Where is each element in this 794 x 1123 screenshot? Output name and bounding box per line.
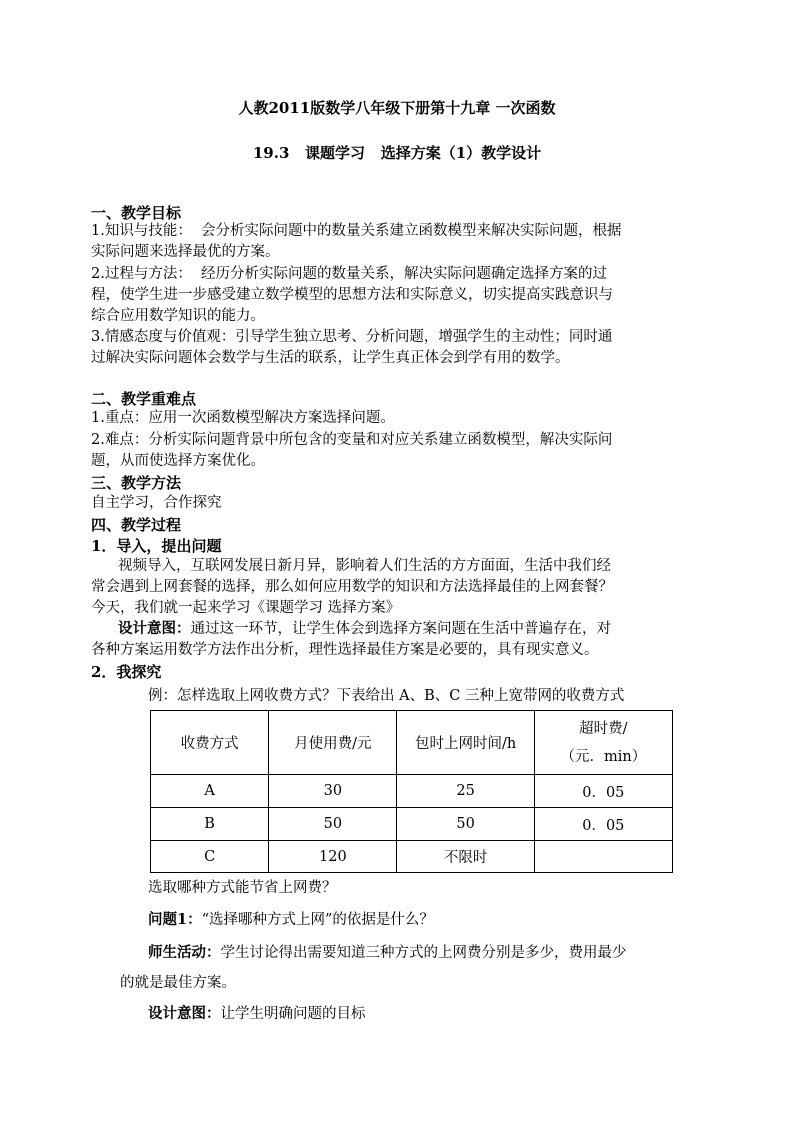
problem-1-line: [148, 910, 738, 930]
table-header-row: [151, 711, 673, 775]
table-row: [151, 841, 673, 873]
methods-line: 自主学习，合作探究: [91, 495, 222, 511]
design-intent-label: 设计意图：: [148, 1005, 221, 1022]
fee-table: [150, 710, 673, 873]
problem-1-label: 问题1：: [148, 911, 202, 928]
section-heading-key-points: 二、教学重难点: [91, 390, 197, 408]
question-text: 选取哪种方式能节省上网费？: [148, 880, 337, 896]
table-cell: 50: [397, 808, 534, 841]
table-cell: 0．05: [534, 775, 672, 808]
objective-line: 过解决实际问题体会数学与生活的联系，让学生真正体会到学有用的数学。: [91, 350, 570, 366]
document-title: 人教2011版数学八年级下册第十九章 一次函数: [238, 99, 556, 117]
subheading-introduction: 1．导入，提出问题: [91, 537, 222, 555]
key-point-line: 题，从而使选择方案优化。: [91, 453, 265, 469]
activity-label: 师生活动：: [148, 944, 221, 961]
section-heading-objectives: 一、教学目标: [91, 204, 182, 222]
objective-line: 3.情感态度与价值观：引导学生独立思考、分析问题，增强学生的主动性；同时通: [91, 329, 613, 345]
overtime-fee-unit: （元．min）: [560, 748, 647, 765]
table-cell: 25: [397, 775, 534, 808]
problem-1-text: “选择哪种方式上网”的依据是什么？: [201, 912, 434, 928]
design-intent-label: 设计意图：: [118, 620, 191, 637]
table-header-cell: 包时上网时间/h: [397, 711, 534, 775]
activity-line: [148, 943, 738, 963]
objective-line: 综合应用数学知识的能力。: [91, 308, 265, 324]
design-intent-text: 让学生明确问题的目标: [220, 1006, 366, 1022]
design-intent-line: [148, 1004, 738, 1024]
overtime-fee-label: 超时费/: [579, 720, 628, 737]
table-cell: 50: [269, 808, 397, 841]
table-cell: 120: [269, 841, 397, 873]
table-row: [151, 775, 673, 808]
key-point-line: 1.重点：应用一次函数模型解决方案选择问题。: [91, 410, 395, 426]
table-cell: B: [151, 808, 269, 841]
objective-line: 2.过程与方法： 经历分析实际问题的数量关系，解决实际问题确定选择方案的过: [91, 266, 608, 282]
table-cell: 30: [269, 775, 397, 808]
paragraph-line: 今天，我们就一起来学习《课题学习 选择方案》: [91, 600, 401, 616]
table-cell: C: [151, 841, 269, 873]
table-row: [151, 808, 673, 841]
design-intent-line: 各种方案运用数学方法作出分析，理性选择最佳方案是必要的，具有现实意义。: [91, 642, 599, 658]
paragraph-line: 常会遇到上网套餐的选择，那么如何应用数学的知识和方法选择最佳的上网套餐？: [91, 579, 613, 595]
design-intent-text: 通过这一环节，让学生体会到选择方案问题在生活中普遍存在，对: [190, 621, 611, 637]
activity-text: 学生讨论得出需要知道三种方式的上网费分别是多少，费用最少: [220, 945, 627, 961]
table-header-cell: [534, 711, 672, 775]
table-header-cell: 月使用费/元: [269, 711, 397, 775]
table-cell: [534, 841, 672, 873]
table-cell: A: [151, 775, 269, 808]
subheading-explore: 2．我探究: [91, 663, 162, 681]
table-cell: 不限时: [397, 841, 534, 873]
document-subtitle: 19.3 课题学习 选择方案（1）教学设计: [252, 144, 542, 162]
section-heading-process: 四、教学过程: [91, 516, 182, 534]
activity-line: 的就是最佳方案。: [120, 975, 236, 991]
table-cell: 0．05: [534, 808, 672, 841]
section-heading-methods: 三、教学方法: [91, 474, 182, 492]
example-text: 例：怎样选取上网收费方式？下表给出 A、B、C 三种上宽带网的收费方式: [148, 688, 625, 704]
objective-line: 程，使学生进一步感受建立数学模型的思想方法和实际意义，切实提高实践意识与: [91, 287, 613, 303]
key-point-line: 2.难点：分析实际问题背景中所包含的变量和对应关系建立函数模型，解决实际问: [91, 432, 613, 448]
paragraph-line: 视频导入，互联网发展日新月异，影响着人们生活的方方面面，生活中我们经: [118, 558, 611, 574]
table-header-cell: 收费方式: [151, 711, 269, 775]
objective-line: 1.知识与技能： 会分析实际问题中的数量关系建立函数模型来解决实际问题，根据: [91, 223, 622, 239]
objective-line: 实际问题来选择最优的方案。: [91, 244, 280, 260]
design-intent-line: [118, 619, 708, 639]
